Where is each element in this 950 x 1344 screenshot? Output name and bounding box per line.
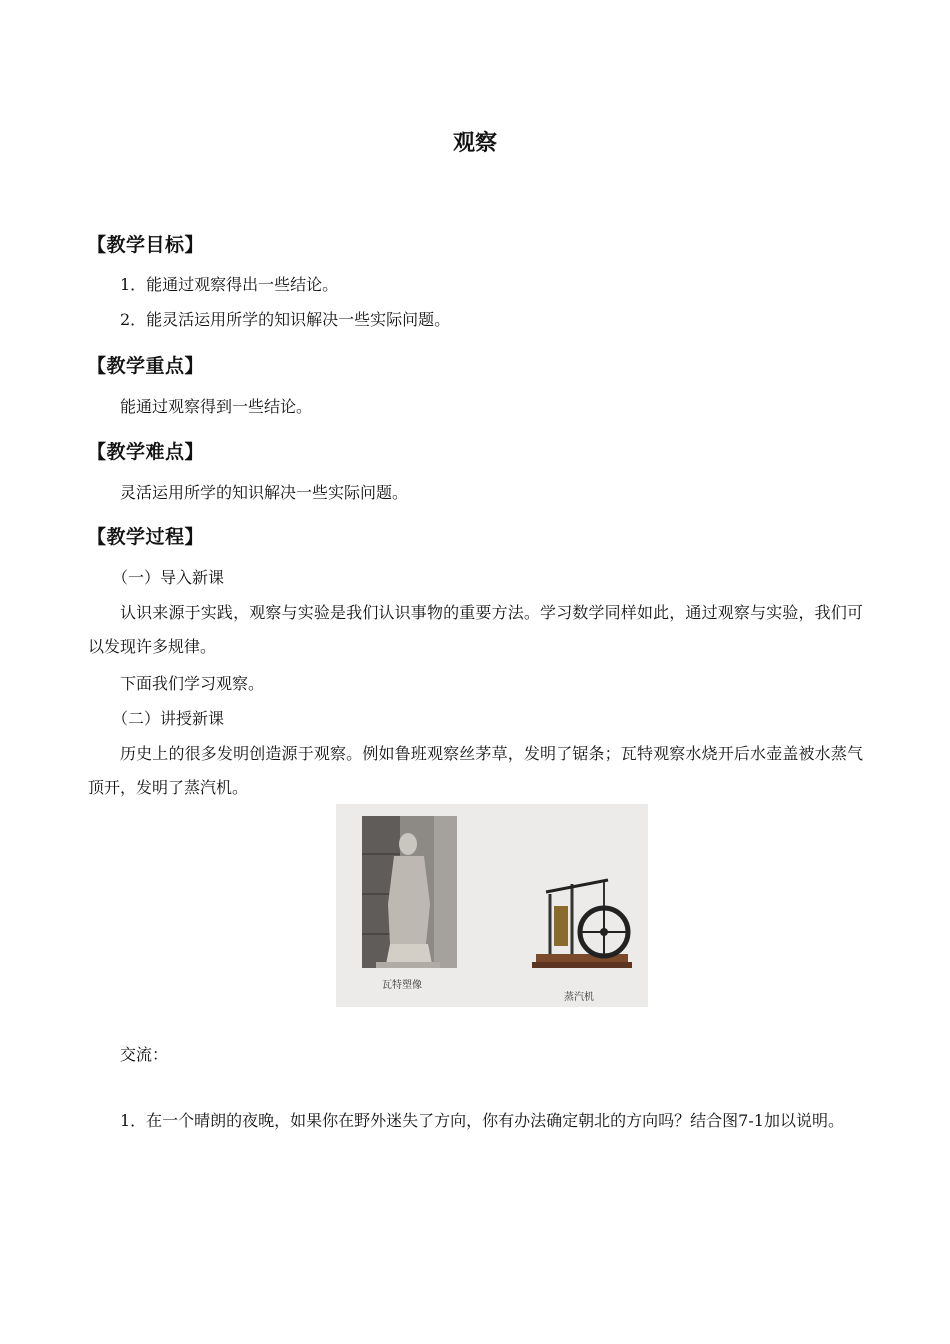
- objective-item-1: 1．能通过观察得出一些结论。: [120, 275, 339, 294]
- exchange-label: 交流：: [120, 1045, 169, 1064]
- heading-difficulties: 【教学难点】: [87, 441, 205, 463]
- heading-process: 【教学过程】: [87, 526, 205, 548]
- exchange-question-1: 1．在一个晴朗的夜晚，如果你在野外迷失了方向，你有办法确定朝北的方向吗？结合图7-1加以说明。: [120, 1111, 844, 1130]
- part1-next: 下面我们学习观察。: [120, 674, 265, 693]
- key-points-text: 能通过观察得到一些结论。: [120, 397, 313, 416]
- part1-title: （一）导入新课: [112, 568, 225, 587]
- part1-paragraph: 认识来源于实践，观察与实验是我们认识事物的重要方法。学习数学同样如此，通过观察与实验，我们可以发现许多规律。: [88, 603, 863, 656]
- difficulties-text: 灵活运用所学的知识解决一些实际问题。: [120, 483, 409, 502]
- caption-steam-engine: 蒸汽机: [564, 992, 594, 1003]
- heading-key-points: 【教学重点】: [87, 355, 205, 377]
- part2-title: （二）讲授新课: [112, 709, 225, 728]
- figure-watt-steam-engine: [336, 804, 648, 1007]
- caption-statue: 瓦特塑像: [382, 980, 422, 991]
- objective-item-2: 2．能灵活运用所学的知识解决一些实际问题。: [120, 310, 451, 329]
- heading-objectives: 【教学目标】: [87, 234, 205, 256]
- document-title: 观察: [452, 131, 497, 156]
- part2-paragraph: 历史上的很多发明创造源于观察。例如鲁班观察丝茅草，发明了锯条；瓦特观察水烧开后水壶盖被水蒸气顶开，发明了蒸汽机。: [88, 744, 863, 797]
